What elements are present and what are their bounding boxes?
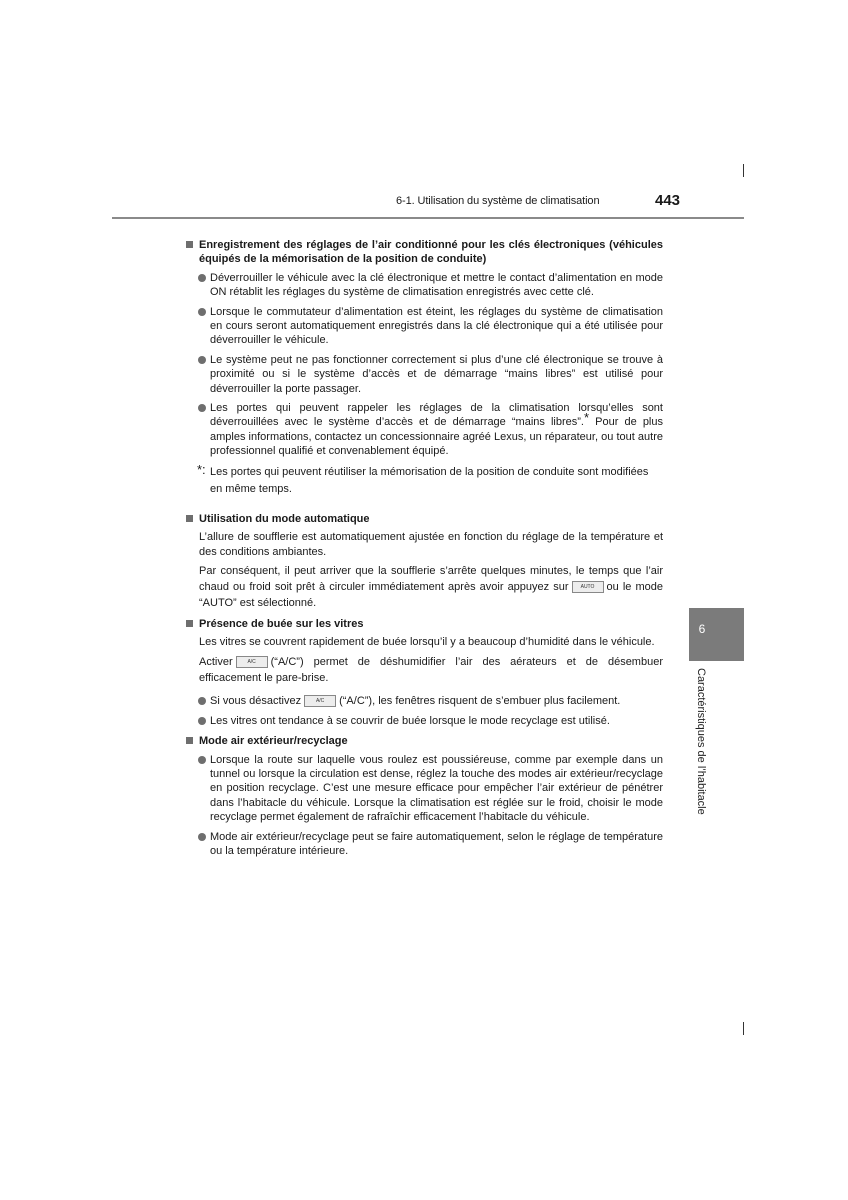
ac-button-icon: A/C [236, 656, 268, 668]
square-bullet-icon [186, 241, 193, 248]
round-bullet-icon [198, 697, 206, 705]
list-item: Les vitres ont tendance à se couvrir de buée lorsque le mode recyclage est utilisé. [185, 714, 663, 728]
paragraph: Par conséquent, il peut arriver que la soufflerie s’arrête quelques minutes, le temps que l’air chaud ou froid soit prêt à circuler immédiatement après avoir appuyez sur AUTO ou le mode “AUTO” est sélectionné. [199, 564, 663, 609]
footnote: *: Les portes qui peuvent réutiliser la mémorisation de la position de conduite sont modifiées en même temps. [197, 461, 649, 495]
list-item: Les portes qui peuvent rappeler les réglages de la climatisation lorsqu’elles sont déverrouillées avec le système d’accès et de démarrage “mains libres”.* Pour de plus amples informations, contactez un concessionnaire agréé Lexus, un réparateur, ou tout autre professionnel qualifié et convenablement équipé. [185, 401, 663, 459]
square-bullet-icon [186, 620, 193, 627]
footnote-reference: * [584, 410, 590, 426]
list-item: Le système peut ne pas fonctionner correctement si plus d’une clé électronique se trouve à proximité ou si le système d’accès et de démarrage “mains libres” est utilisé pour déverrouiller la porte passager. [185, 353, 663, 396]
round-bullet-icon [198, 717, 206, 725]
paragraph: L’allure de soufflerie est automatiquement ajustée en fonction du réglage de la température et des conditions ambiantes. [199, 531, 663, 558]
section-fogging [185, 617, 663, 728]
round-bullet-icon [198, 756, 206, 764]
list-item: Si vous désactivez A/C (“A/C”), les fenêtres risquent de s’embuer plus facilement. [185, 693, 663, 709]
header-rule [112, 217, 744, 219]
paragraph: Activer A/C (“A/C”) permet de déshumidifier l’air des aérateurs et de désembuer efficacement le pare-brise. [199, 655, 663, 684]
section-recirculation [185, 734, 663, 858]
square-bullet-icon [186, 737, 193, 744]
list-item: Lorsque le commutateur d’alimentation est éteint, les réglages du système de climatisation en cours seront automatiquement enregistrés dans la clé électronique qui a été utilisée pour déverrouiller le véhicule. [185, 305, 663, 348]
section-memory-settings [185, 238, 663, 498]
header-title: 6-1. Utilisation du système de climatisation [396, 195, 600, 207]
list-item: Déverrouiller le véhicule avec la clé électronique et mettre le contact d’alimentation en mode ON rétablit les réglages du système de climatisation enregistrés avec cette clé. [185, 271, 663, 300]
round-bullet-icon [198, 308, 206, 316]
chapter-title: Caractéristiques de l’habitacle [695, 668, 707, 815]
square-bullet-icon [186, 515, 193, 522]
auto-button-icon: AUTO [572, 581, 604, 593]
section-auto-mode [185, 512, 663, 611]
section-heading: Utilisation du mode automatique [185, 512, 663, 526]
chapter-number: 6 [698, 622, 706, 636]
crop-mark-bottom [743, 1022, 744, 1035]
crop-mark-top [743, 164, 744, 177]
chapter-tab [689, 608, 744, 661]
list-item: Lorsque la route sur laquelle vous roulez est poussiéreuse, comme par exemple dans un tunnel ou lorsque la circulation est dense, réglez la touche des modes air extérieur/recyclage en position recyclage. C’est une mesure efficace pour empêcher l’air extérieur de pénétrer dans l’habitacle du véhicule. Lorsque la climatisation est réglée sur le froid, choisir le mode recyclage permet également de rafraîchir efficacement l’habitacle du véhicule. [185, 753, 663, 825]
ac-button-icon: A/C [304, 695, 336, 707]
paragraph: Les vitres se couvrent rapidement de buée lorsqu’il y a beaucoup d’humidité dans le véhicule. [199, 636, 655, 649]
section-heading: Enregistrement des réglages de l’air conditionné pour les clés électroniques (véhicules équipés de la mémorisation de la position de conduite) [185, 238, 663, 267]
page-number: 443 [655, 192, 681, 209]
section-heading: Mode air extérieur/recyclage [185, 734, 663, 748]
round-bullet-icon [198, 274, 206, 282]
round-bullet-icon [198, 833, 206, 841]
round-bullet-icon [198, 356, 206, 364]
round-bullet-icon [198, 404, 206, 412]
page-content [185, 238, 663, 864]
section-heading: Présence de buée sur les vitres [185, 617, 663, 631]
footnote-mark: *: [197, 461, 206, 477]
list-item: Mode air extérieur/recyclage peut se faire automatiquement, selon le réglage de température ou la température intérieure. [185, 830, 663, 859]
